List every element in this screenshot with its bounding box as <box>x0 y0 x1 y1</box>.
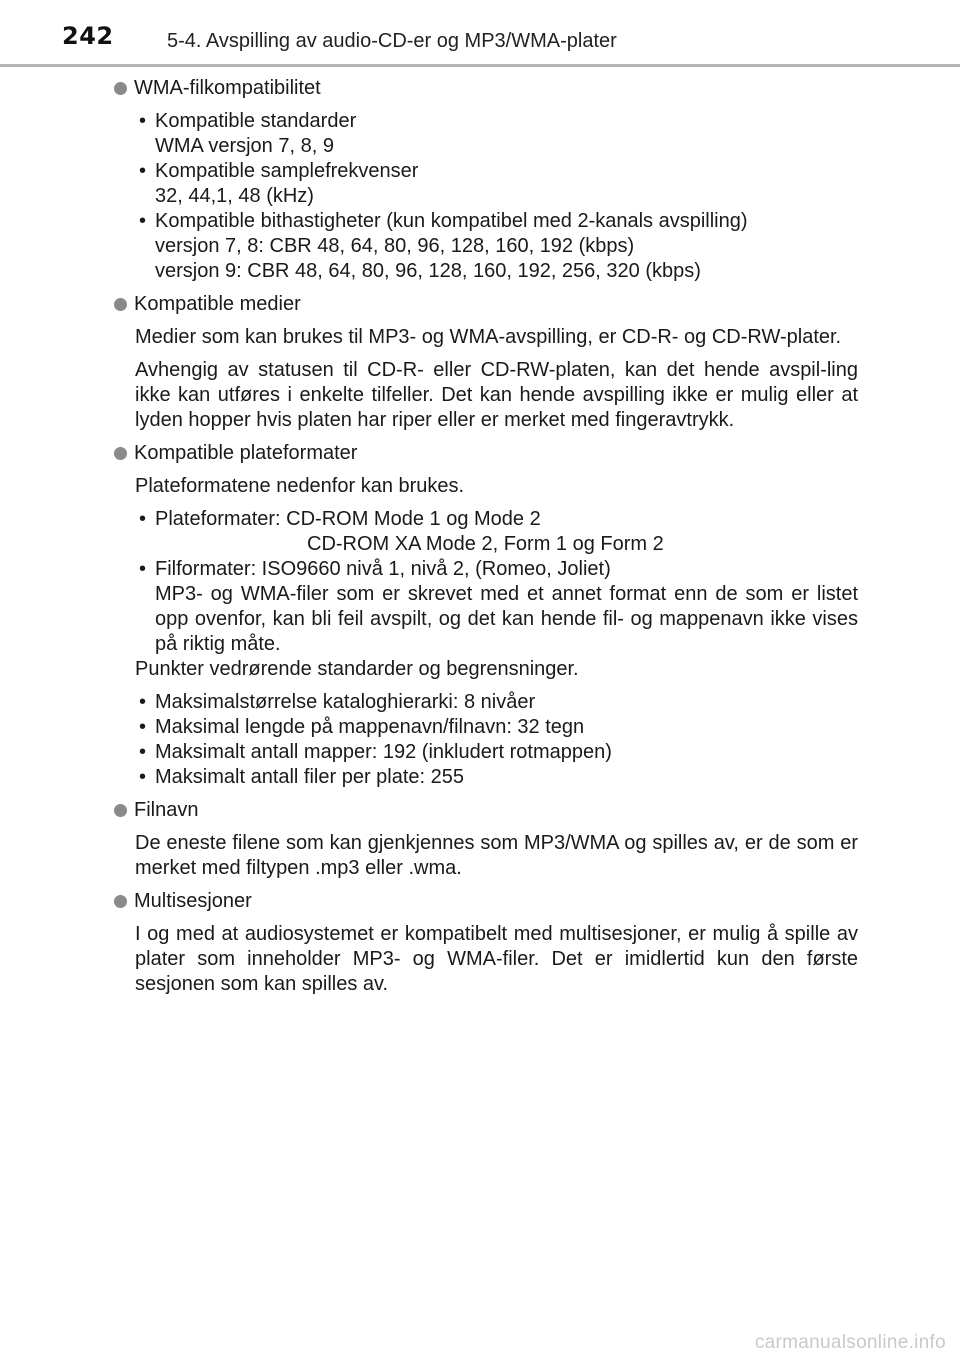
bullet-icon: • <box>139 508 147 530</box>
list-item-text: Maksimalt antall mapper: 192 (inkludert rotmappen) <box>155 741 612 763</box>
section-heading <box>112 889 858 914</box>
bullet-icon: • <box>139 716 147 738</box>
list-item-text: Filformater: ISO9660 nivå 1, nivå 2, (Romeo, Joliet) <box>155 558 611 580</box>
list-item-text: Maksimalt antall filer per plate: 255 <box>155 766 465 788</box>
section-body <box>112 474 858 790</box>
paragraph: Punkter vedrørende standarder og begrensninger. <box>135 658 579 680</box>
list-item <box>135 557 858 657</box>
bullet-icon: • <box>139 766 147 788</box>
list-item <box>135 715 858 740</box>
section-title: Filnavn <box>134 799 199 821</box>
section-wma-compatibility <box>112 76 858 284</box>
list-item-text: Maksimal lengde på mappenavn/filnavn: 32 tegn <box>155 716 585 738</box>
section-title: Kompatible medier <box>134 293 301 315</box>
list-item-text: versjon 9: CBR 48, 64, 80, 96, 128, 160, 192, 256, 320 (kbps) <box>155 260 701 282</box>
section-filenames <box>112 798 858 881</box>
list-item-text: versjon 7, 8: CBR 48, 64, 80, 96, 128, 160, 192 (kbps) <box>155 235 635 257</box>
list-item <box>135 690 858 715</box>
bullet-list <box>135 690 858 790</box>
bullet-icon: • <box>139 691 147 713</box>
list-item-text: Kompatible standarder <box>155 110 357 132</box>
bullet-list <box>135 109 858 284</box>
page-number: 242 <box>62 22 114 50</box>
list-item <box>135 109 858 159</box>
bullet-icon: • <box>139 741 147 763</box>
list-item-text: Kompatible bithastigheter (kun kompatibel med 2-kanals avspilling) <box>155 210 748 232</box>
bullet-list <box>135 507 858 657</box>
section-heading <box>112 292 858 317</box>
paragraph: De eneste filene som kan gjenkjennes som MP3/WMA og spilles av, er de som er merket med filtypen .mp3 eller .wma. <box>135 832 858 879</box>
chapter-title: 5-4. Avspilling av audio-CD-er og MP3/WMA-plater <box>167 30 617 52</box>
paragraph: I og med at audiosystemet er kompatibelt med multisesjoner, er mulig å spille av plater som inneholder MP3- og WMA-filer. Det er imidlertid kun den første sesjonen som kan spilles av. <box>135 923 858 995</box>
list-item <box>135 765 858 790</box>
bullet-icon: • <box>139 160 147 182</box>
watermark-text: carmanualsonline.info <box>754 1332 946 1353</box>
list-item <box>135 159 858 209</box>
list-item-text: Plateformater: CD-ROM Mode 1 og Mode 2 <box>155 508 541 530</box>
bullet-icon: • <box>139 210 147 232</box>
bullet-icon: • <box>139 110 147 132</box>
paragraph: Avhengig av statusen til CD-R- eller CD-RW-platen, kan det hende avspil-ling ikke kan utføres i enkelte tilfeller. Det kan hende avspilling ikke er mulig eller at lyden hopper hvis platen har riper eller er merket med fingeravtrykk. <box>135 359 858 431</box>
list-item-text: CD-ROM XA Mode 2, Form 1 og Form 2 <box>307 533 664 555</box>
list-item-text: Maksimalstørrelse kataloghierarki: 8 nivåer <box>155 691 536 713</box>
page-header <box>0 0 960 66</box>
list-item-text: WMA versjon 7, 8, 9 <box>155 135 334 157</box>
section-heading <box>112 798 858 823</box>
list-item-text: Kompatible samplefrekvenser <box>155 160 419 182</box>
section-title: Kompatible plateformater <box>134 442 358 464</box>
section-title: Multisesjoner <box>134 890 252 912</box>
section-title: WMA-filkompatibilitet <box>134 77 321 99</box>
list-item <box>135 209 858 284</box>
list-item <box>135 740 858 765</box>
section-body <box>112 831 858 881</box>
section-compatible-formats <box>112 441 858 790</box>
header-divider <box>0 64 960 67</box>
section-bullet-icon <box>114 804 127 817</box>
section-bullet-icon <box>114 895 127 908</box>
section-body <box>112 109 858 284</box>
bullet-icon: • <box>139 558 147 580</box>
list-item-text: 32, 44,1, 48 (kHz) <box>155 185 314 207</box>
paragraph: Plateformatene nedenfor kan brukes. <box>135 475 465 497</box>
section-multisession <box>112 889 858 997</box>
section-body <box>112 325 858 433</box>
section-bullet-icon <box>114 298 127 311</box>
list-item-text: MP3- og WMA-filer som er skrevet med et annet format enn de som er listet opp ovenfor, kan bli feil avspilt, og det kan hende fil- og mappenavn ikke vises på riktig måte. <box>155 583 858 655</box>
page-content <box>112 76 858 1005</box>
list-item <box>135 507 858 557</box>
section-bullet-icon <box>114 447 127 460</box>
section-compatible-media <box>112 292 858 433</box>
section-body <box>112 922 858 997</box>
section-heading <box>112 76 858 101</box>
section-bullet-icon <box>114 82 127 95</box>
paragraph: Medier som kan brukes til MP3- og WMA-avspilling, er CD-R- og CD-RW-plater. <box>135 326 842 348</box>
section-heading <box>112 441 858 466</box>
